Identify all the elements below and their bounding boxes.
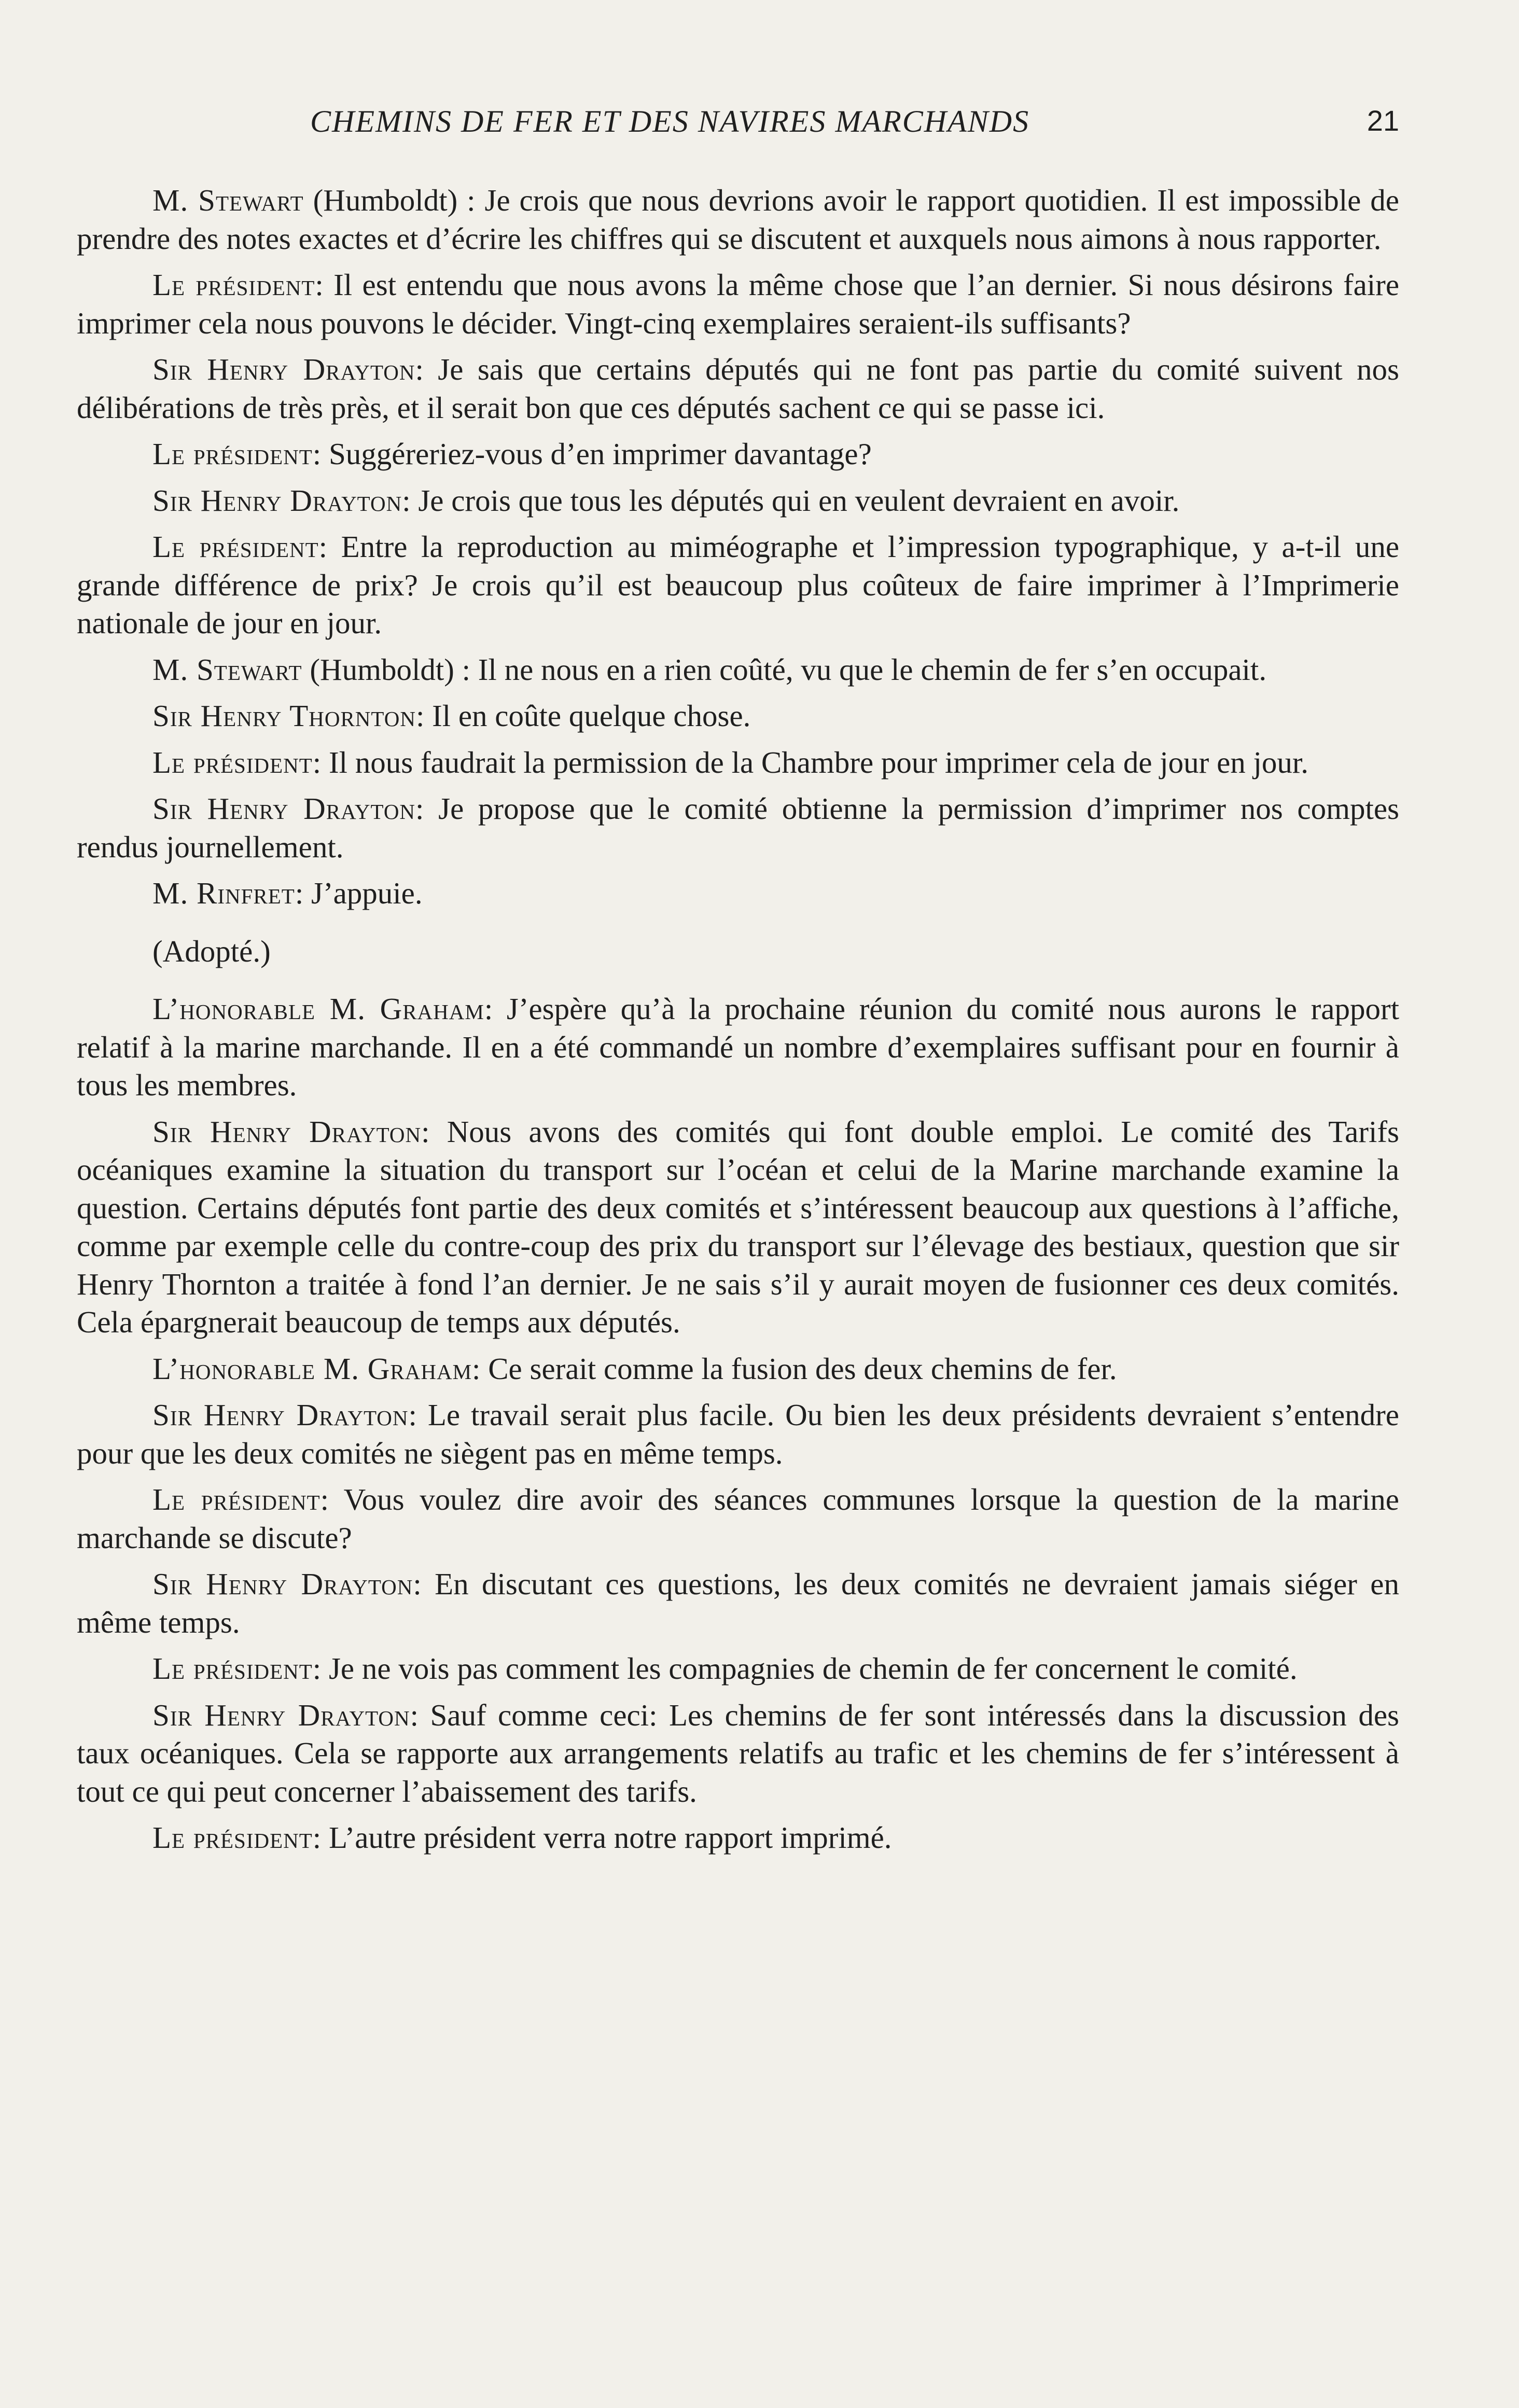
speaker-name: Sir Henry Drayton	[152, 1114, 422, 1149]
paragraph-text: : Ce serait comme la fusion des deux chemins de fer.	[472, 1351, 1117, 1386]
speaker-name: L’honorable M. Graham	[152, 992, 484, 1026]
speaker-name: Sir Henry Drayton	[152, 1567, 413, 1601]
paragraph-text: : En discutant ces questions, les deux comités ne devraient jamais siéger en même temps.	[77, 1567, 1399, 1639]
transcript-body	[77, 182, 1399, 1857]
paragraph	[77, 697, 1399, 735]
page-header	[77, 104, 1399, 150]
paragraph-text: : Je crois que tous les députés qui en veulent devraient en avoir.	[402, 483, 1180, 518]
paragraph-text: : Nous avons des comités qui font double emploi. Le comité des Tarifs océaniques examine la situation du transport sur l’océan et celui de la Marine marchande examine la question. Certains députés font partie des deux comités et s’intéressent beaucoup aux questions à l’affiche, comme par exemple celle du contre-coup des prix du transport sur l’élevage des bestiaux, question que sir Henry Thornton a traitée à fond l’an dernier. Je ne sais s’il y aurait moyen de fusionner ces deux comités. Cela épargnerait beaucoup de temps aux députés.	[77, 1114, 1399, 1339]
speaker-name: M. Stewart	[152, 183, 304, 217]
paragraph-text: : Le travail serait plus facile. Ou bien les deux présidents devraient s’entendre pour que les deux comités ne siègent pas en même temps.	[77, 1398, 1399, 1470]
paragraph	[77, 266, 1399, 342]
speaker-name: Le président	[152, 745, 313, 780]
page-number: 21	[1367, 104, 1399, 137]
paragraph	[77, 1696, 1399, 1811]
document-page	[77, 104, 1399, 1866]
paragraph-text: : Je propose que le comité obtienne la permission d’imprimer nos comptes rendus journellement.	[77, 791, 1399, 864]
paragraph-text: (Humboldt) : Je crois que nous devrions avoir le rapport quotidien. Il est impossible de prendre des notes exactes et d’écrire les chiffres qui se discutent et auxquels nous aimons à nous rapporter.	[77, 183, 1399, 256]
paragraph	[77, 1819, 1399, 1857]
paragraph	[77, 874, 1399, 913]
paragraph-text: : J’appuie.	[295, 876, 423, 910]
paragraph	[77, 528, 1399, 643]
running-title: CHEMINS DE FER ET DES NAVIRES MARCHANDS	[310, 104, 1030, 138]
paragraph-text: : L’autre président verra notre rapport imprimé.	[312, 1820, 892, 1855]
paragraph-text: : Sauf comme ceci: Les chemins de fer sont intéressés dans la discussion des taux océaniques. Cela se rapporte aux arrangements relatifs au trafic et les chemins de fer s’intéressent à tout ce qui peut concerner l’abaissement des tarifs.	[77, 1697, 1399, 1808]
speaker-name: Sir Henry Drayton	[152, 352, 415, 386]
paragraph	[77, 1650, 1399, 1688]
speaker-name: M. Rinfret	[152, 876, 295, 910]
paragraph	[77, 435, 1399, 474]
paragraph-text: : Je sais que certains députés qui ne font pas partie du comité suivent nos délibérations de très près, et il serait bon que ces députés sachent ce qui se passe ici.	[77, 352, 1399, 425]
speaker-name: Sir Henry Drayton	[152, 791, 416, 826]
paragraph	[77, 182, 1399, 258]
speaker-name: Sir Henry Drayton	[152, 1697, 410, 1732]
speaker-name: Le président	[152, 530, 319, 564]
paragraph	[77, 482, 1399, 520]
paragraph-text: : Vous voulez dire avoir des séances communes lorsque la question de la marine marchande se discute?	[77, 1482, 1399, 1555]
paragraph	[77, 1396, 1399, 1472]
paragraph-text: : Il est entendu que nous avons la même chose que l’an dernier. Si nous désirons faire imprimer cela nous pouvons le décider. Vingt-cinq exemplaires seraient-ils suffisants?	[77, 268, 1400, 340]
paragraph-text: : Entre la reproduction au miméographe et l’impression typographique, y a-t-il une grande différence de prix? Je crois qu’il est beaucoup plus coûteux de faire imprimer à l’Imprimerie nationale de jour en jour.	[77, 530, 1400, 640]
speaker-name: Sir Henry Drayton	[152, 1398, 409, 1432]
paragraph	[77, 1350, 1399, 1388]
paragraph	[77, 1565, 1399, 1641]
paragraph	[77, 651, 1399, 689]
speaker-name: Le président	[152, 437, 313, 471]
paragraph	[77, 1113, 1399, 1342]
paragraph	[77, 990, 1399, 1105]
paragraph	[77, 744, 1399, 782]
speaker-name: Le président	[152, 268, 315, 302]
adopted-note	[77, 932, 1399, 971]
paragraph	[77, 790, 1399, 866]
speaker-name: Le président	[152, 1651, 313, 1686]
speaker-name: L’honorable M. Graham	[152, 1351, 472, 1386]
speaker-name: Le président	[152, 1482, 320, 1516]
paragraph-text: : Je ne vois pas comment les compagnies de chemin de fer concernent le comité.	[312, 1651, 1298, 1686]
paragraph-text: : Suggéreriez-vous d’en imprimer davantage?	[312, 437, 872, 471]
speaker-name: M. Stewart	[152, 652, 302, 687]
paragraph	[77, 1481, 1399, 1557]
paragraph-text: : Il en coûte quelque chose.	[415, 699, 751, 733]
speaker-name: Sir Henry Drayton	[152, 483, 402, 518]
paragraph-text: : J’espère qu’à la prochaine réunion du comité nous aurons le rapport relatif à la marine marchande. Il en a été commandé un nombre d’exemplaires suffisant pour en fournir à tous les membres.	[77, 992, 1400, 1102]
paragraph	[77, 351, 1399, 427]
paragraph-text: (Adopté.)	[152, 934, 271, 968]
paragraph-text: (Humboldt) : Il ne nous en a rien coûté, vu que le chemin de fer s’en occupait.	[302, 652, 1267, 687]
speaker-name: Sir Henry Thornton	[152, 699, 416, 733]
paragraph-text: : Il nous faudrait la permission de la Chambre pour imprimer cela de jour en jour.	[312, 745, 1309, 780]
speaker-name: Le président	[152, 1820, 313, 1855]
